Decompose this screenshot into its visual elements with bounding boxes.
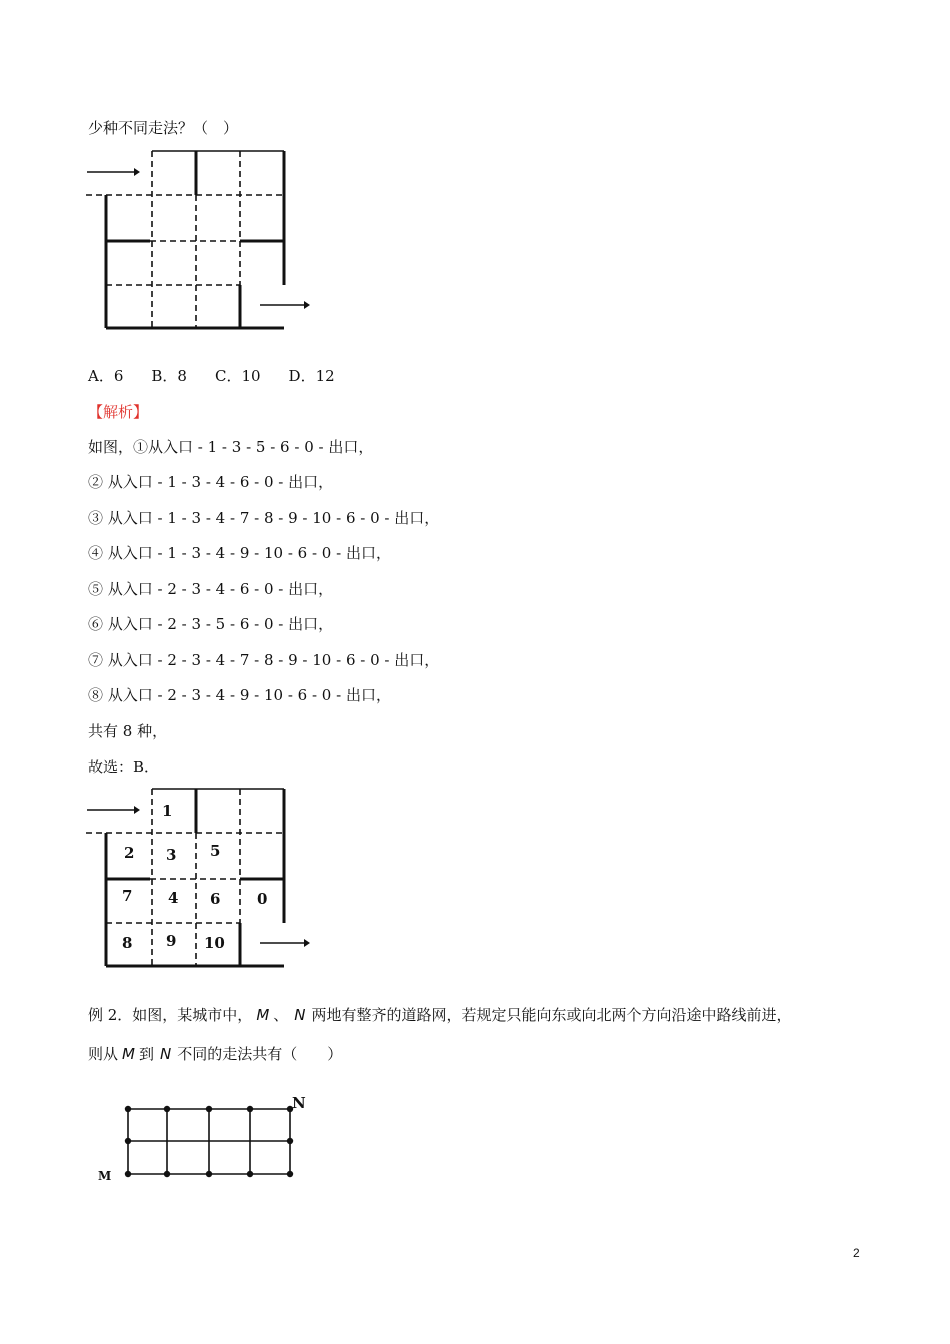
maze-label: 9 [166,932,177,950]
solution-line-2: ② 从入口 - 1 - 3 - 4 - 6 - 0 - 出口， [88,473,334,491]
example2-line-2: 则从 M 到 N 不同的走法共有（ ） [88,1045,343,1063]
solution-line-3: ③ 从入口 - 1 - 3 - 4 - 7 - 8 - 9 - 10 - 6 - 0 - 出口， [88,509,440,527]
var-m: M [122,1045,135,1063]
solution-line-8: ⑧ 从入口 - 2 - 3 - 4 - 9 - 10 - 6 - 0 - 出口， [88,686,391,704]
option-b: B．8 [151,367,187,385]
options-row [88,366,335,386]
example2-line-1: 例 2．如图，某城市中， M 、 N 两地有整齐的道路网，若规定只能向东或向北两个方向沿途中路线前进， [88,1006,792,1024]
solution-line-1: 如图，①从入口 - 1 - 3 - 5 - 6 - 0 - 出口， [88,438,374,456]
solution-line-6: ⑥ 从入口 - 2 - 3 - 5 - 6 - 0 - 出口， [88,615,334,633]
grid-label-m: M [98,1169,112,1183]
maze-label: 4 [168,889,179,907]
option-c: C．10 [214,367,261,385]
var-n: N [294,1006,306,1024]
question-tail: 少种不同走法？（ ） [88,119,239,137]
answer-line: 故选：B． [88,758,160,776]
solution-line-4: ④ 从入口 - 1 - 3 - 4 - 9 - 10 - 6 - 0 - 出口， [88,544,391,562]
maze-label: 1 [162,802,173,820]
maze-label: 7 [122,887,133,905]
maze-figure [82,145,322,335]
solution-line-5: ⑤ 从入口 - 2 - 3 - 4 - 6 - 0 - 出口， [88,580,334,598]
maze-label: 3 [166,846,177,864]
option-d: D．12 [288,367,335,385]
analysis-heading: 【解析】 [88,403,149,421]
maze-label: 0 [257,890,268,908]
grid-label-n: N [292,1094,306,1112]
road-grid-figure [90,1088,320,1188]
maze-label: 6 [210,890,221,908]
page-number: 2 [853,1246,860,1260]
maze-label: 5 [210,842,221,860]
maze-label: 10 [204,934,225,952]
solution-line-7: ⑦ 从入口 - 2 - 3 - 4 - 7 - 8 - 9 - 10 - 6 - 0 - 出口， [88,651,440,669]
var-n: N [159,1045,172,1063]
maze-label: 8 [122,934,133,952]
maze-label: 2 [124,844,135,862]
option-a: A．6 [88,367,124,385]
var-m: M [256,1006,270,1024]
labeled-maze-figure [82,783,322,973]
total-line: 共有 8 种， [88,722,168,740]
